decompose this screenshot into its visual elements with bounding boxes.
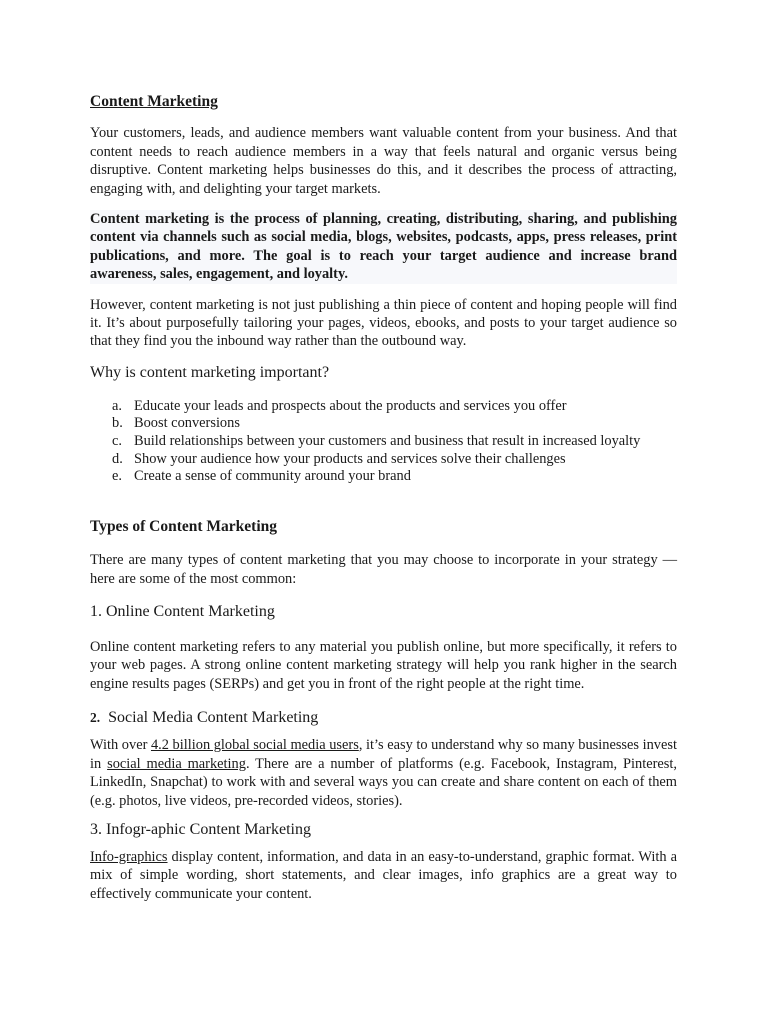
list-item xyxy=(90,451,677,469)
why-heading: Why is content marketing important? xyxy=(90,363,330,381)
list-marker: a. xyxy=(112,397,122,414)
social-text-1: With over xyxy=(90,737,151,754)
list-marker: b. xyxy=(112,415,123,432)
infographic-text: display content, information, and data in an easy-to-understand, graphic format. With a mix of simple wording, short statements, and clear images, info graphics are a great way to effectively communicate your content. xyxy=(90,848,677,902)
page-title: Content Marketing xyxy=(90,93,218,110)
why-list xyxy=(90,398,677,486)
social-text-2: , it’s easy to understand why so many businesses invest in xyxy=(90,737,677,772)
list-item-text: Boost conversions xyxy=(134,415,240,432)
social-media-marketing-link[interactable]: social media marketing xyxy=(107,755,246,772)
definition-paragraph: Content marketing is the process of planning, creating, distributing, sharing, and publishing content via channels such as social media, blogs, websites, podcasts, apps, press releases, print publications, and more. The goal is to reach your target audience and increase brand awareness, sales, engagement, and loyalty. xyxy=(90,211,677,283)
list-item-text: Create a sense of community around your brand xyxy=(134,468,411,485)
list-item xyxy=(90,398,677,416)
list-item xyxy=(90,415,677,433)
list-marker: c. xyxy=(112,433,122,450)
however-paragraph: However, content marketing is not just publishing a thin piece of content and hoping people will find it. It’s about purposefully tailoring your pages, videos, ebooks, and posts to your target audience so that they find you the inbound way rather than the outbound way. xyxy=(90,296,677,350)
list-item-text: Build relationships between your customers and business that result in increased loyalty xyxy=(134,433,641,450)
infographic-heading: 3. Infogr-aphic Content Marketing xyxy=(90,820,311,838)
list-item-text: Educate your leads and prospects about the products and services you offer xyxy=(134,397,567,414)
document-content xyxy=(90,93,677,903)
infographics-link[interactable]: Info-graphics xyxy=(90,848,168,865)
social-heading-number: 2. xyxy=(90,710,101,726)
social-heading xyxy=(90,708,677,728)
types-heading: Types of Content Marketing xyxy=(90,517,277,535)
online-heading: 1. Online Content Marketing xyxy=(90,603,275,621)
intro-paragraph: Your customers, leads, and audience members want valuable content from your business. And that content needs to reach audience members in a way that feels natural and organic versus being disruptive. Content marketing helps businesses do this, and it describes the process of attracting, engaging with, and delighting your target markets. xyxy=(90,125,677,197)
list-item xyxy=(90,433,677,451)
social-heading-text: Social Media Content Marketing xyxy=(108,709,319,727)
social-users-link[interactable]: 4.2 billion global social media users xyxy=(150,737,359,754)
social-text-3: . There are a number of platforms (e.g. Facebook, Instagram, Pinterest, LinkedIn, Snapchat) to work with and several ways you can create and share content on each of them (e.g. photos, live videos, pre-recorded videos, stories). xyxy=(90,755,677,809)
types-intro-paragraph: There are many types of content marketing that you may choose to incorporate in your strategy — here are some of the most common: xyxy=(90,552,677,587)
list-marker: d. xyxy=(112,450,123,467)
online-paragraph: Online content marketing refers to any material you publish online, but more specifically, it refers to your web pages. A strong online content marketing strategy will help you rank higher in the search engine results pages (SERPs) and get you in front of the right people at the right time. xyxy=(90,639,677,692)
infographic-paragraph xyxy=(90,848,677,903)
social-paragraph xyxy=(90,736,677,810)
list-marker: e. xyxy=(112,468,122,485)
list-item xyxy=(90,468,677,486)
list-item-text: Show your audience how your products and services solve their challenges xyxy=(134,450,566,467)
